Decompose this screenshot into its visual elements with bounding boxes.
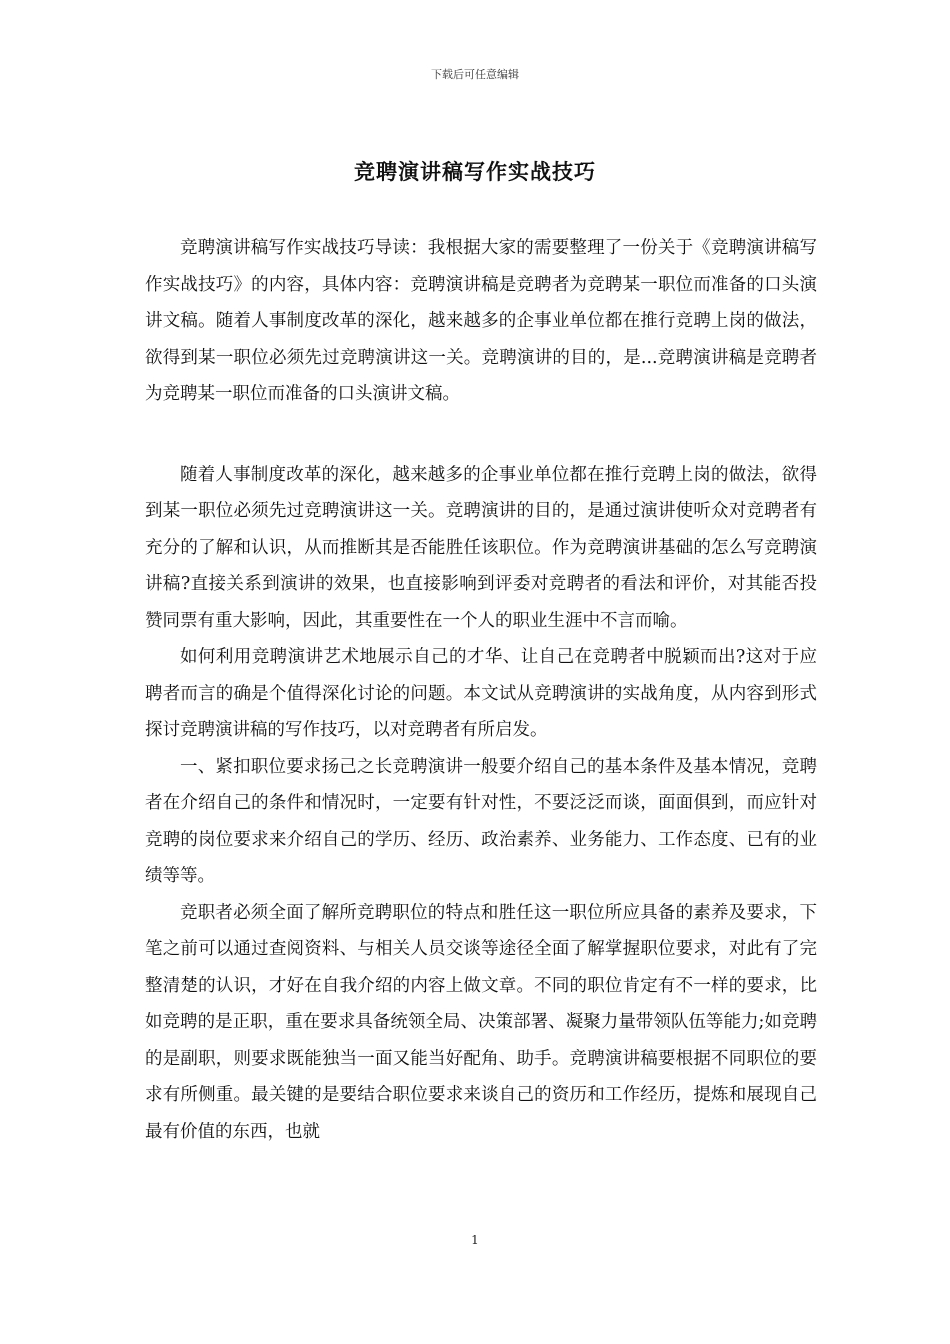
document-title: 竞聘演讲稿写作实战技巧	[354, 159, 596, 184]
paragraph: 随着人事制度改革的深化，越来越多的企事业单位都在推行竞聘上岗的做法，欲得到某一职位必须先过竞聘演讲这一关。竞聘演讲的目的，是通过演讲使听众对竞聘者有充分的了解和认识，从而推断其是否能胜任该职位。作为竞聘演讲基础的怎么写竞聘演讲稿?直接关系到演讲的效果，也直接影响到评委对竞聘者的看法和评价，对其能否投赞同票有重大影响，因此，其重要性在一个人的职业生涯中不言而喻。	[145, 464, 817, 631]
header-note: 下载后可任意编辑	[431, 68, 519, 81]
paragraph: 一、紧扣职位要求扬己之长竞聘演讲一般要介绍自己的基本条件及基本情况，竞聘者在介绍自己的条件和情况时，一定要有针对性，不要泛泛而谈，面面俱到，而应针对竞聘的岗位要求来介绍自己的学历、经历、政治素养、业务能力、工作态度、已有的业绩等等。	[145, 756, 817, 886]
paragraph-intro: 竞聘演讲稿写作实战技巧导读：我根据大家的需要整理了一份关于《竞聘演讲稿写作实战技巧》的内容，具体内容：竞聘演讲稿是竞聘者为竞聘某一职位而准备的口头演讲文稿。随着人事制度改革的深化，越来越多的企事业单位都在推行竞聘上岗的做法，欲得到某一职位必须先过竞聘演讲这一关。竞聘演讲的目的，是...竞聘演讲稿是竞聘者为竞聘某一职位而准备的口头演讲文稿。	[145, 238, 817, 404]
paragraph: 如何利用竞聘演讲艺术地展示自己的才华、让自己在竞聘者中脱颖而出?这对于应聘者而言的确是个值得深化讨论的问题。本文试从竞聘演讲的实战角度，从内容到形式探讨竞聘演讲稿的写作技巧，以对竞聘者有所启发。	[145, 647, 817, 740]
document-body	[145, 230, 817, 1150]
page-number: 1	[471, 1233, 479, 1247]
paragraph: 竞职者必须全面了解所竞聘职位的特点和胜任这一职位所应具备的素养及要求，下笔之前可以通过查阅资料、与相关人员交谈等途径全面了解掌握职位要求，对此有了完整清楚的认识，才好在自我介绍的内容上做文章。不同的职位肯定有不一样的要求，比如竞聘的是正职，重在要求具备统领全局、决策部署、凝聚力量带领队伍等能力;如竞聘的是副职，则要求既能独当一面又能当好配角、助手。竞聘演讲稿要根据不同职位的要求有所侧重。最关键的是要结合职位要求来谈自己的资历和工作经历，提炼和展现自己最有价值的东西，也就	[145, 902, 817, 1142]
